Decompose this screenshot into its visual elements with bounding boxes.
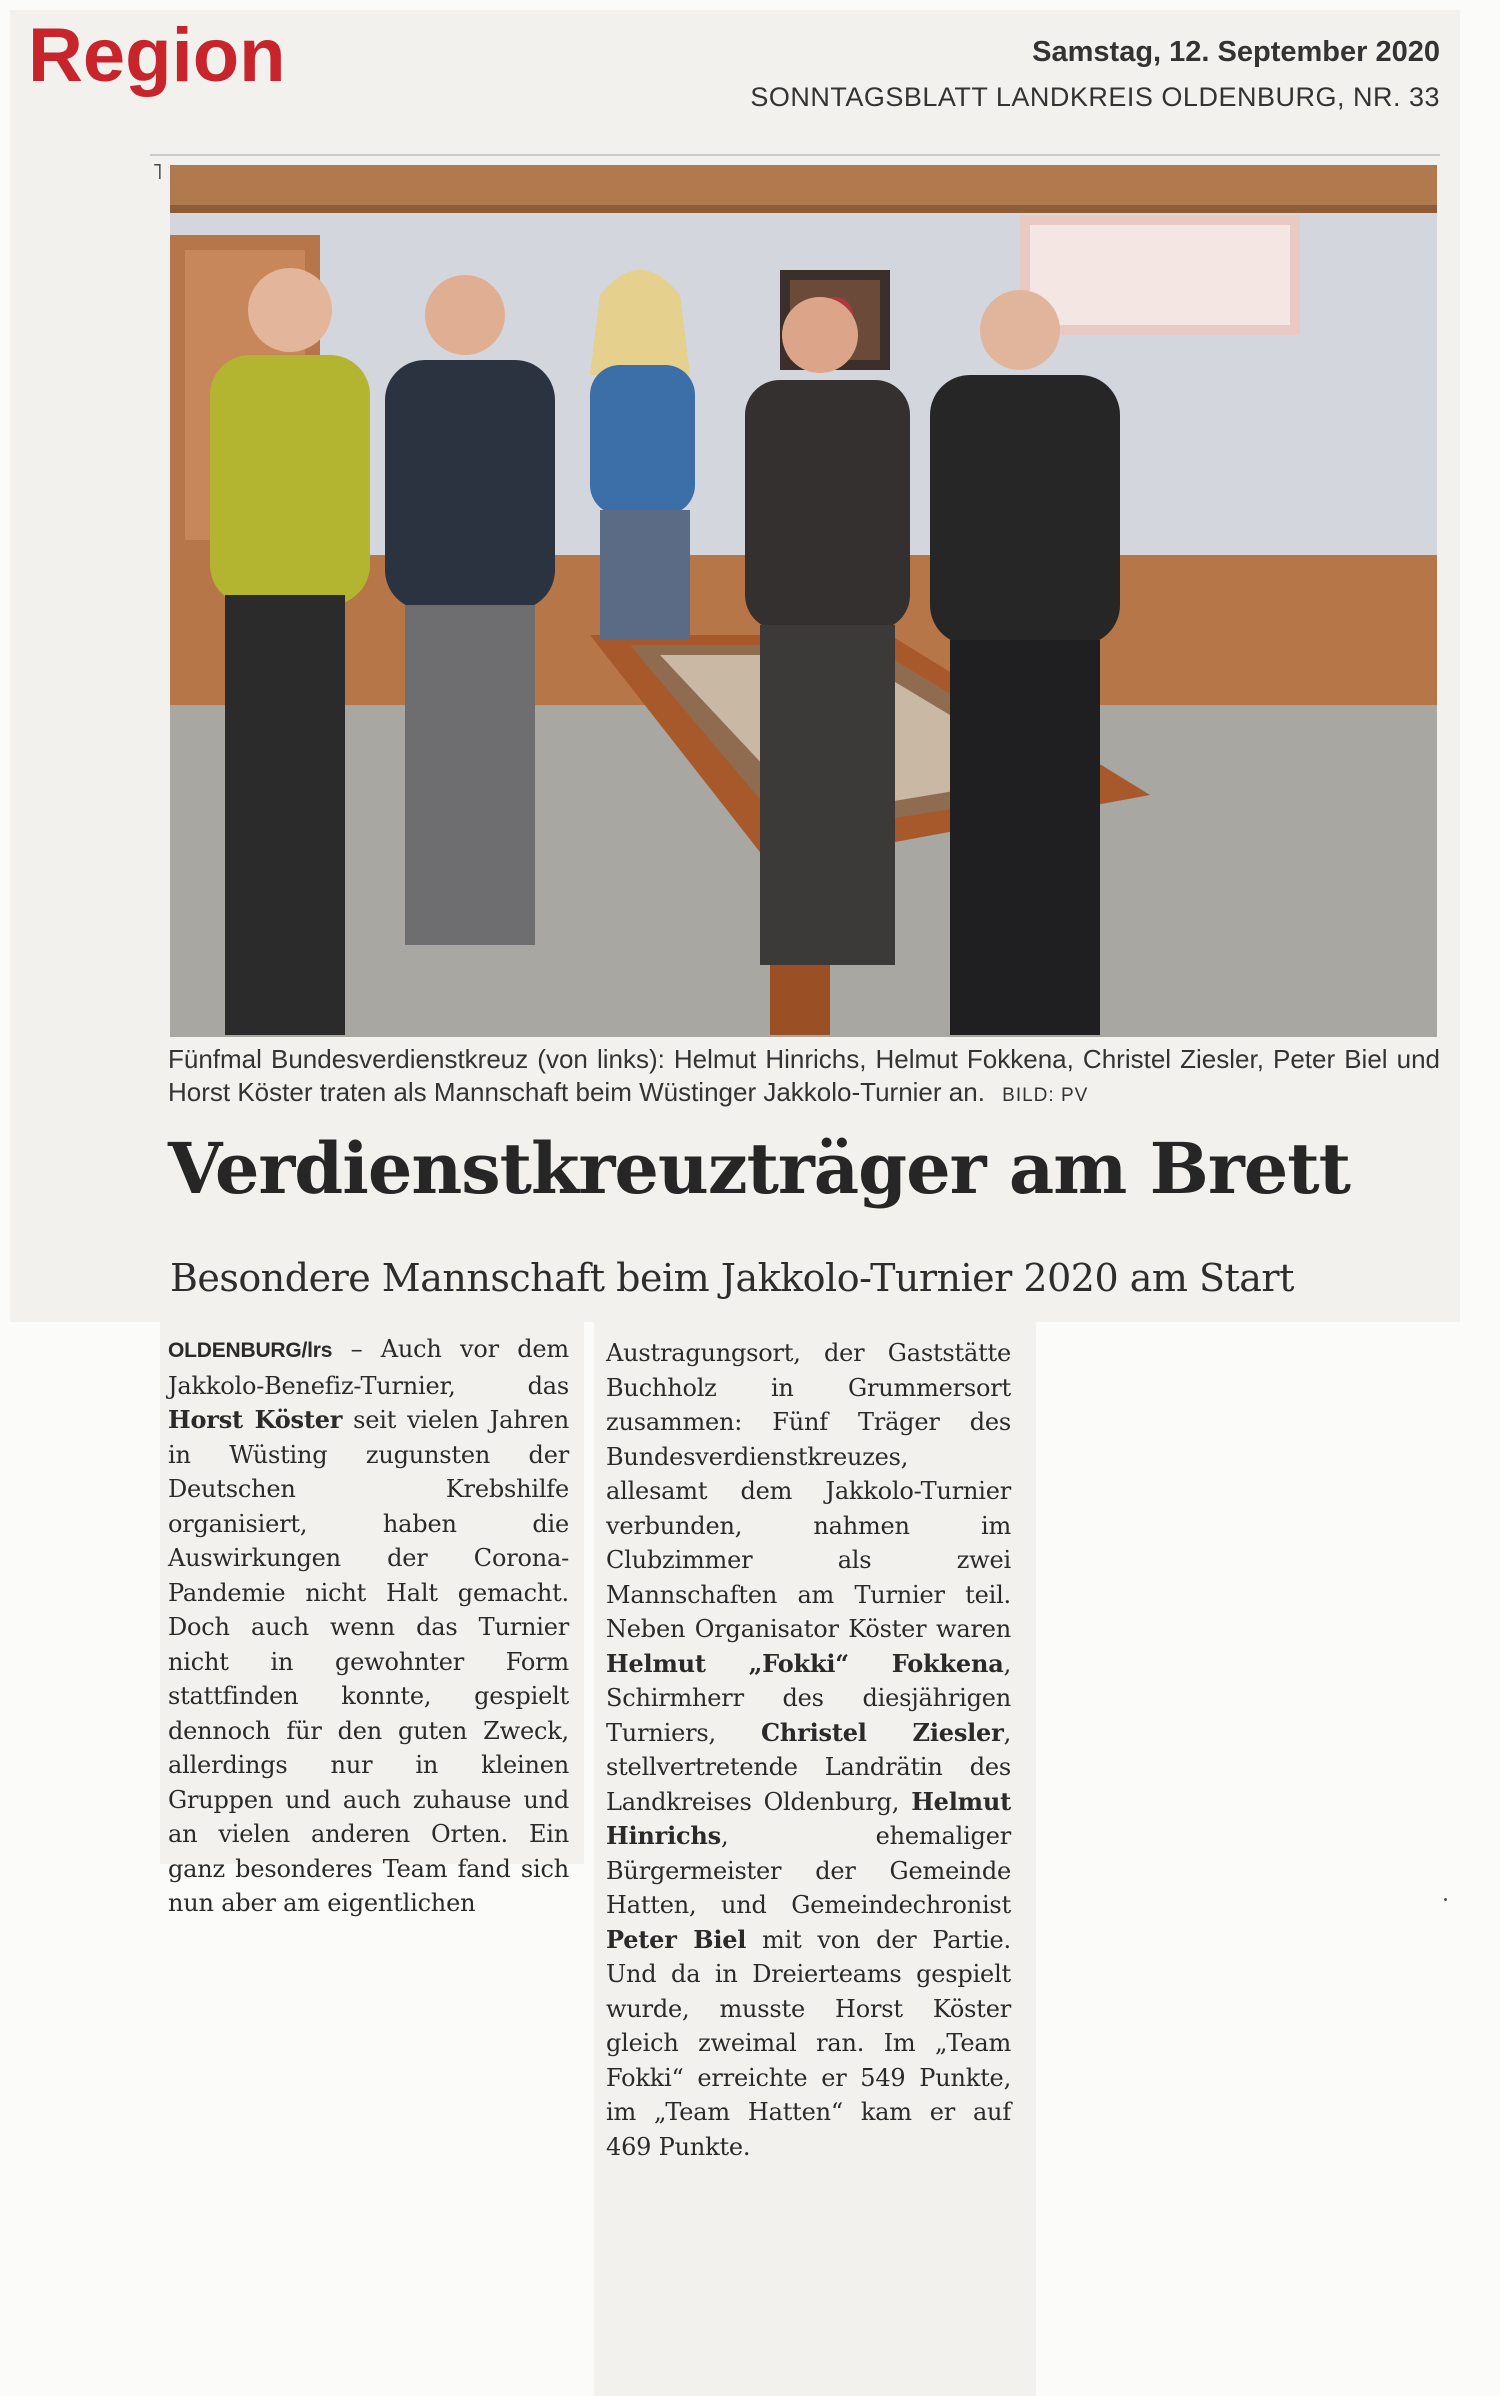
person-3 — [590, 270, 695, 640]
person-4 — [745, 297, 910, 965]
person-2 — [385, 275, 555, 945]
name-helmut-fokkena: Helmut „Fokki“ Fokkena — [606, 1648, 1004, 1678]
col1-text-2: seit vielen Jahren in Wüsting zugunsten der Deutschen Krebshilfe organisiert, haben die Auswirkungen der Corona-Pandemie nicht Halt gemacht. Doch auch wenn das Turnier nicht in gewohnter Form stattfinden konnte, gespielt dennoch für den guten Zweck, allerdings nur in kleinen Gruppen und auch zuhause und an vielen anderen Orten. Ein ganz besonderes Team fand sich nun aber am eigentlichen — [168, 1406, 569, 1917]
name-horst-koester: Horst Köster — [168, 1405, 343, 1434]
dateline: OLDENBURG/lrs — [168, 1339, 333, 1362]
group-photo — [170, 165, 1437, 1037]
col2-text-5: mit von der Partie. Und da in Dreierteams gespielt wurde, musste Horst Köster gleich zweimal ran. Im „Team Fokki“ erreichte er 549 Punkte, im „Team Hatten“ kam er auf 469 Punkte. — [606, 1925, 1011, 2161]
col2-text-1: Austragungsort, der Gaststätte Buchholz in Grummersort zusammen: Fünf Träger des Bundesverdienstkreuzes, allesamt dem Jakkolo-Turnier verbunden, nahmen im Clubzimmer als zwei Mannschaften am Turnier teil. Neben Organisator Köster waren — [606, 1339, 1011, 1643]
caption-text: Fünfmal Bundesverdienstkreuz (von links): Helmut Hinrichs, Helmut Fokkena, Christel Ziesler, Peter Biel und Horst Köster traten als Mannschaft beim Wüstinger Jakkolo-Turnier an. — [168, 1044, 1440, 1107]
margin-mark: ˥ — [152, 160, 163, 185]
issue-date: Samstag, 12. September 2020 — [1032, 36, 1440, 68]
name-helmut-hinrichs: Helmut Hinrichs — [606, 1786, 1011, 1850]
col2-text-4: , ehemaliger Bürgermeister der Gemeinde Hatten, und Gemeindechronist — [606, 1822, 1011, 1919]
col2-text-2: , Schirmherr des diesjährigen Turniers, — [606, 1649, 1011, 1747]
group-photo-icon — [170, 165, 1437, 1037]
article-column-2 — [606, 1336, 1011, 2164]
scan-speck — [1444, 1898, 1447, 1901]
publication-name: SONNTAGSBLATT LANDKREIS OLDENBURG, NR. 33 — [750, 82, 1440, 112]
col2-text-3: , stellvertretende Landrätin des Landkreises Oldenburg, — [606, 1718, 1012, 1816]
photo-caption — [168, 1043, 1440, 1112]
article-column-1 — [168, 1332, 569, 1921]
name-peter-biel: Peter Biel — [606, 1924, 747, 1954]
header-rule — [150, 154, 1440, 156]
section-title: Region — [28, 13, 286, 98]
photo-credit: BILD: PV — [1002, 1085, 1089, 1106]
person-5 — [930, 290, 1120, 1035]
article-subheadline: Besondere Mannschaft beim Jakkolo-Turnier 2020 am Start — [170, 1256, 1294, 1300]
name-christel-ziesler: Christel Ziesler — [761, 1717, 1004, 1747]
article-headline: Verdienstkreuzträger am Brett — [168, 1127, 1350, 1210]
col1-text-1: – Auch vor dem Jakkolo-Benefiz-Turnier, das — [168, 1335, 569, 1400]
